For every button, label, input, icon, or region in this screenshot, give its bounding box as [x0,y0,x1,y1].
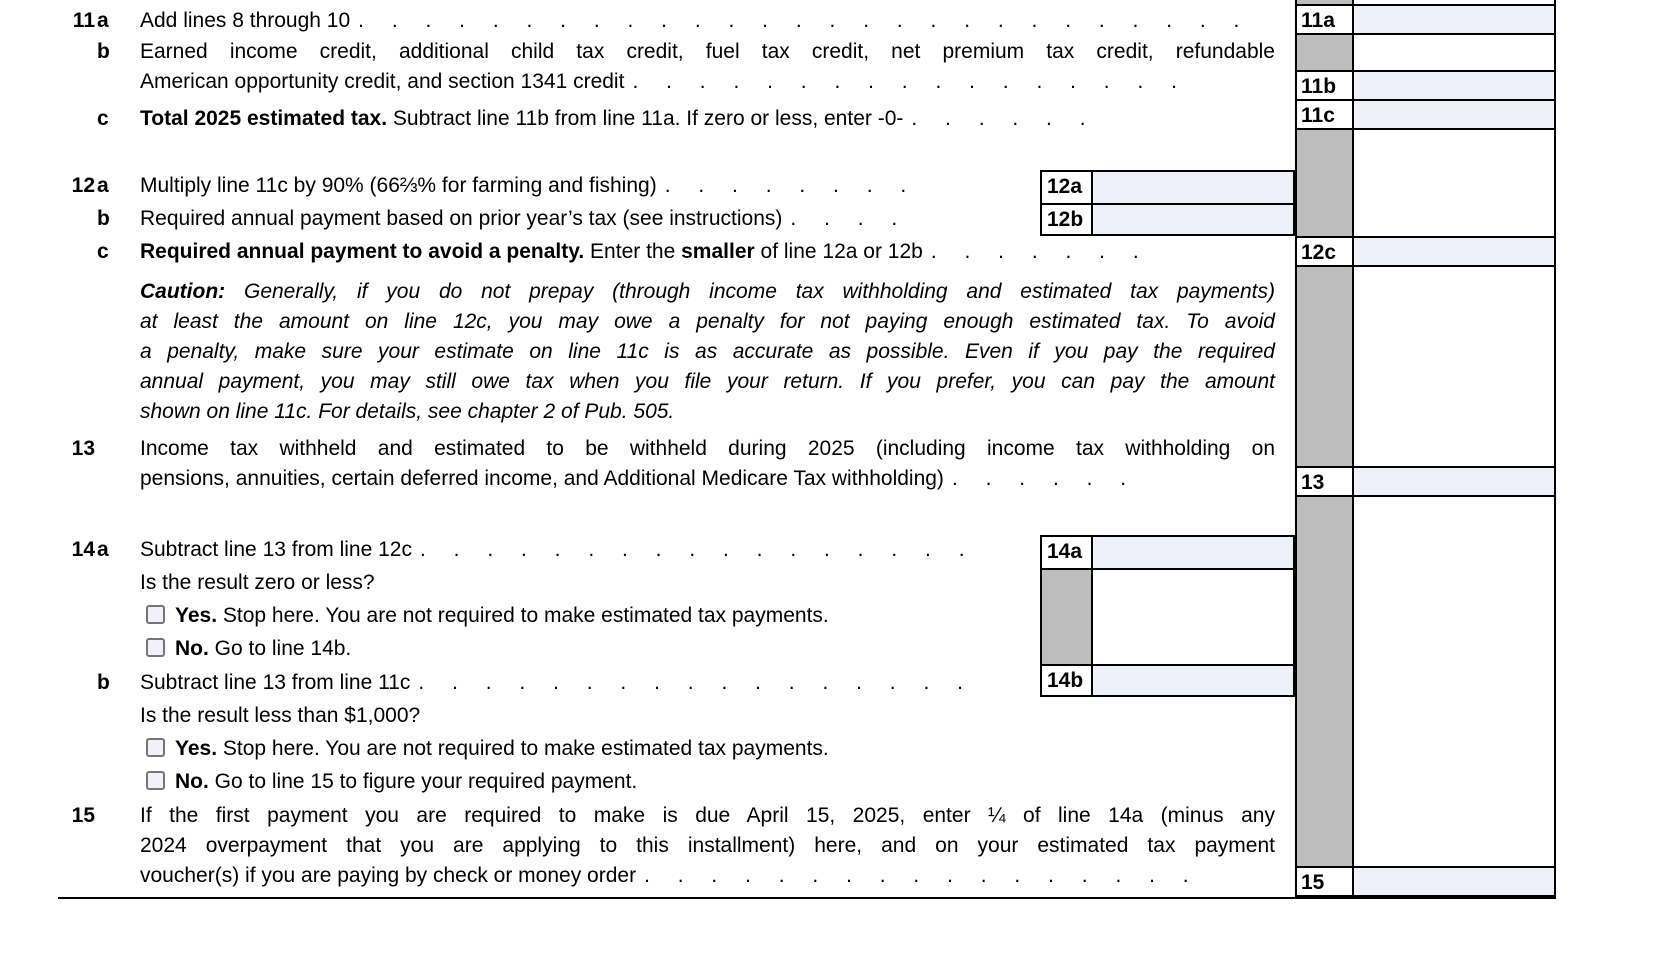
line-14b-no-option: No. Go to line 15 to figure your required payment. [146,767,637,797]
line-12b-text: Required annual payment based on prior year’s tax (see instructions) . . . . [140,207,899,230]
line-15-text: If the first payment you are required to make is due April 15, 2025, enter ¼ of line 14a (minus any 2024 overpayment that you are applying to this installment) here, and on your estimated tax payment voucher(s) if you are paying by check or money order . . . . . . . . . . . . . . . . . [140,804,1275,887]
box-label-11b: 11b [1297,72,1354,99]
amount-column [1295,0,1556,899]
line-11b [0,37,1295,97]
option-label-yes: Yes. [175,737,218,760]
line-number-14b: b [97,671,110,694]
line-number-11a: 11a [72,9,109,32]
box-label-11a: 11a [1297,6,1354,33]
box-label-14a: 14a [1042,537,1093,568]
amount-box-11a [1295,4,1554,35]
line-11a [0,6,1295,36]
line-14b-yes-option: Yes. Stop here. You are not required to make estimated tax payments. [146,734,829,764]
box-label-14b: 14b [1042,666,1093,695]
box-label-13: 13 [1297,468,1354,495]
dot-leader: . . . . . . . . . . . . . . . . . [632,70,1178,93]
amount-box-15 [1295,866,1554,897]
line-11c-text: Total 2025 estimated tax. Subtract line 11b from line 11a. If zero or less, enter -0- . . . . . . [140,107,1087,130]
entry-field-14b[interactable] [1093,666,1293,695]
dot-leader: . . . . . . . [930,240,1140,263]
line-14a-yes-option: Yes. Stop here. You are not required to make estimated tax payments. [146,601,829,631]
caution-note: Caution: Generally, if you do not prepay (through income tax withholding and estimated tax payments) at least the amount on line 12c, you may owe a penalty for not paying enough estimated tax. To avoid a penalty, make sure your estimate on line 11c is as accurate as possible. Even if you pay the required annual payment, you may still owe tax when you file your return. If you prefer, you can pay the amount shown on line 11c. For details, see chapter 2 of Pub. 505. [140,280,1275,423]
entry-field-14a[interactable] [1093,537,1293,568]
line-14a-text: Subtract line 13 from line 12c . . . . . . . . . . . . . . . . . [140,538,966,561]
empty-cell [1093,570,1293,664]
line-13 [0,434,1295,494]
line-number-14a: 14a [71,538,109,561]
amount-field-12c[interactable] [1354,238,1554,265]
shaded-cell [1042,570,1093,664]
dot-leader: . . . . . . . . . . . . . . . . . [644,864,1190,887]
line-number-12c: c [97,240,109,263]
box-label-12a: 12a [1042,172,1093,203]
line-12a-text: Multiply line 11c by 90% (66⅔% for farming and fishing) . . . . . . . . [140,174,908,197]
line-13-text: Income tax withheld and estimated to be withheld during 2025 (including income tax withholding on pensions, annuities, certain deferred income, and Additional Medicare Tax withholding) . . . . . . [140,437,1275,490]
section-bottom-rule [58,897,1556,899]
line-number-13: 13 [71,437,95,460]
box-label-12b: 12b [1042,205,1093,234]
dot-leader: . . . . . . . . . . . . . . . . . . . . . . . . . . . [358,9,1241,32]
entry-field-12a[interactable] [1093,172,1293,203]
amount-box-11c [1295,99,1554,130]
line-12c-text: Required annual payment to avoid a penalty. Enter the smaller of line 12a or 12b . . . . . . . [140,240,1140,263]
entry-field-12b[interactable] [1093,205,1293,234]
dot-leader: . . . . . . [951,467,1128,490]
line-number-12b: b [97,207,110,230]
entry-boxes-12ab [1040,170,1295,236]
line-11b-text: Earned income credit, additional child tax credit, fuel tax credit, net premium tax credit, refundable American opportunity credit, and section 1341 credit . . . . . . . . . . . . . . . . . [140,40,1275,93]
entry-row-14b [1042,664,1293,695]
line-number-12a: 12a [71,174,109,197]
spacer-row [1042,568,1293,664]
dot-leader: . . . . . . [911,107,1087,130]
box-label-11c: 11c [1297,101,1354,128]
amount-box-11b [1295,70,1554,101]
option-label-no: No. [175,637,209,660]
checkbox-14b-yes[interactable] [146,738,165,757]
line-14a-no-option: No. Go to line 14b. [146,634,351,664]
amount-box-13 [1295,466,1554,497]
box-label-12c: 12c [1297,238,1354,265]
amount-field-11c[interactable] [1354,101,1554,128]
amount-field-11b[interactable] [1354,72,1554,99]
entry-row-12b [1042,203,1293,234]
line-11c [0,104,1295,134]
caution-label: Caution: [140,280,226,303]
dot-leader: . . . . . . . . . . . . . . . . . [418,671,964,694]
dot-leader: . . . . . . . . [664,174,908,197]
line-15 [0,801,1295,891]
amount-field-11a[interactable] [1354,6,1554,33]
option-label-no: No. [175,770,209,793]
entry-row-12a [1042,172,1293,203]
entry-boxes-14ab [1040,535,1295,697]
line-14b-text: Subtract line 13 from line 11c . . . . . . . . . . . . . . . . . [140,671,964,694]
line-14a-question: Is the result zero or less? [140,571,375,594]
line-number-15: 15 [71,804,95,827]
line-14b-question: Is the result less than $1,000? [140,704,421,727]
shaded-strip [1295,0,1354,899]
amount-box-12c [1295,236,1554,267]
option-label-yes: Yes. [175,604,218,627]
line-11a-text: Add lines 8 through 10 . . . . . . . . . . . . . . . . . . . . . . . . . . . [140,9,1241,32]
line-12c [0,237,1295,267]
entry-row-14a [1042,537,1293,568]
amount-field-15[interactable] [1354,868,1554,895]
checkbox-14a-yes[interactable] [146,605,165,624]
checkbox-14a-no[interactable] [146,638,165,657]
checkbox-14b-no[interactable] [146,771,165,790]
dot-leader: . . . . . . . . . . . . . . . . . [419,538,966,561]
line-number-11b: b [97,40,110,63]
box-label-15: 15 [1297,868,1354,895]
line-number-11c: c [97,107,109,130]
amount-field-13[interactable] [1354,468,1554,495]
dot-leader: . . . . [790,207,899,230]
